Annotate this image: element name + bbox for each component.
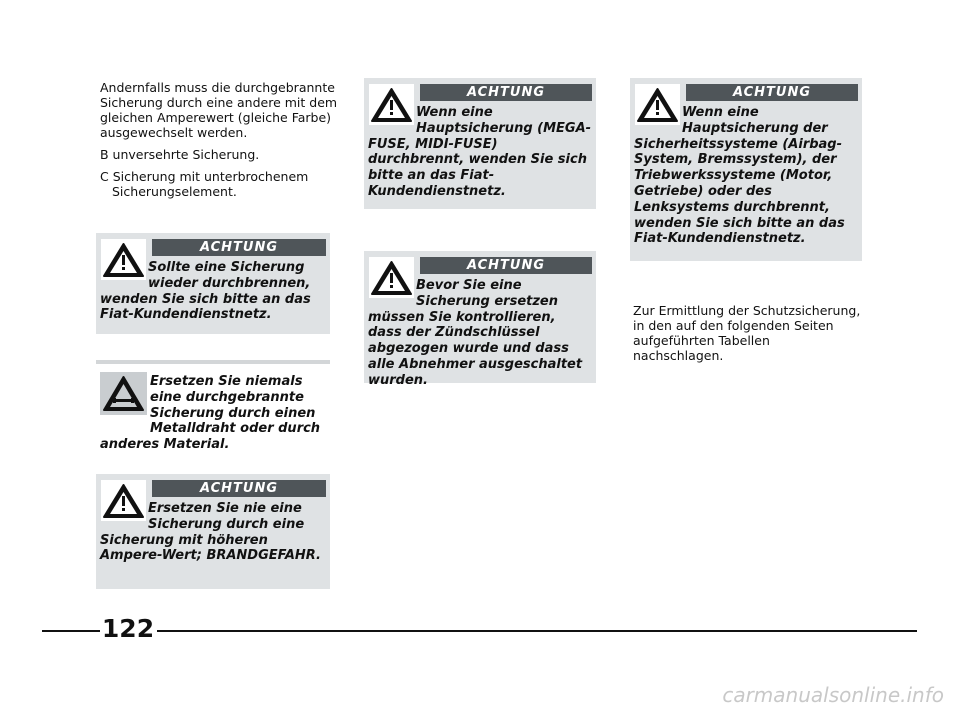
warning-header: ACHTUNG	[420, 84, 592, 101]
warning-box-higher-ampere	[96, 474, 330, 589]
caution-box-metal-wire	[96, 360, 330, 460]
list-item-b: B unversehrte Sicherung.	[100, 147, 260, 162]
watermark: carmanualsonline.info	[722, 683, 944, 707]
warning-text: Sollte eine Sicherung wieder durchbrennen, wenden Sie sich bitte an das Fiat-Kundendienstnetz.	[100, 260, 311, 323]
note-text: Zur Ermittlung der Schutzsicherung, in den auf den folgenden Seiten aufgeführten Tabellen nachschlagen.	[633, 303, 861, 363]
warning-text: Wenn eine Hauptsicherung (MEGA-FUSE, MIDI-FUSE) durchbrennt, wenden Sie sich bitte an das Fiat-Kundendienstnetz.	[368, 105, 592, 199]
warning-box-fuse-blows-again	[96, 233, 330, 334]
warning-box-before-replacing	[364, 251, 596, 388]
page-number: 122	[101, 614, 155, 643]
footer-rule-left	[42, 630, 100, 632]
warning-box-main-fuse	[364, 78, 596, 209]
list-item-c: C Sicherung mit unterbrochenem Sicherungselement.	[100, 169, 309, 199]
caution-text: Ersetzen Sie niemals eine durchgebrannte Sicherung durch einen Metalldraht oder durch anderes Material.	[100, 374, 321, 453]
footer-rule-right	[157, 630, 917, 632]
warning-header: ACHTUNG	[686, 84, 858, 101]
warning-box-safety-systems	[630, 78, 862, 261]
intro-paragraph: Andernfalls muss die durchgebrannte Sicherung durch eine andere mit dem gleichen Amperewert (gleiche Farbe) ausgewechselt werden.	[100, 80, 338, 140]
warning-text: Ersetzen Sie nie eine Sicherung durch eine Sicherung mit höheren Ampere-Wert; BRANDGEFAHR.	[100, 501, 321, 564]
warning-header: ACHTUNG	[420, 257, 592, 274]
intro-text	[100, 80, 340, 206]
warning-header: ACHTUNG	[152, 480, 326, 497]
warning-text: Wenn eine Hauptsicherung der Sicherheitssysteme (Airbag-System, Bremssystem), der Triebwerkssysteme (Motor, Getriebe) oder des Lenksystems durchbrennt, wenden Sie sich bitte an das Fiat-Kundendienstnetz.	[634, 105, 845, 247]
warning-text: Bevor Sie eine Sicherung ersetzen müssen Sie kontrollieren, dass der Zündschlüssel abgezogen wurde und dass alle Abnehmer ausgeschaltet wurden.	[368, 278, 583, 388]
warning-header: ACHTUNG	[152, 239, 326, 256]
